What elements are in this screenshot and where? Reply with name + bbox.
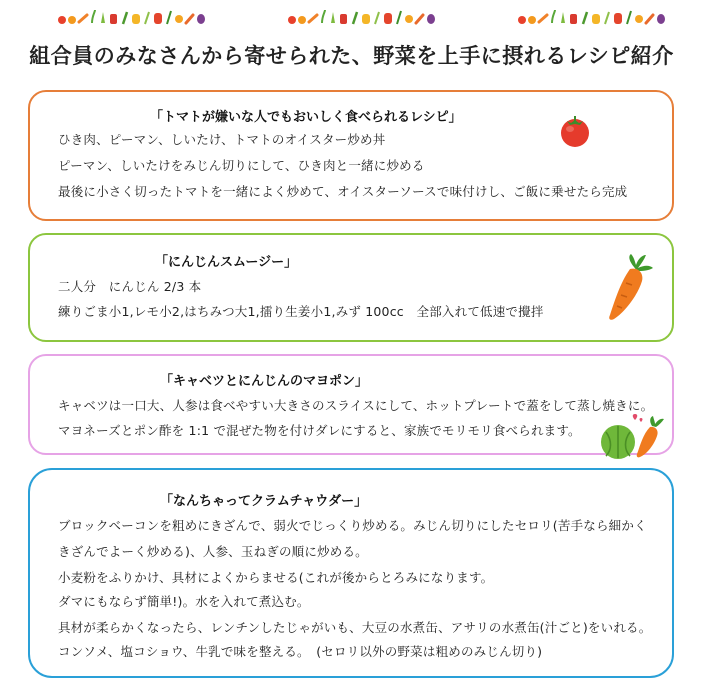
vegetable-strip-icon <box>57 6 207 28</box>
recipe-line: コンソメ、塩コショウ、牛乳で味を整える。 (セロリ以外の野菜は粗めのみじん切り) <box>58 644 543 659</box>
recipe-title: 「なんちゃってクラムチャウダー」 <box>160 494 368 509</box>
recipe-title: 「トマトが嫌いな人でもおいしく食べられるレシピ」 <box>150 110 462 125</box>
page-title: 組合員のみなさんから寄せられた、野菜を上手に摂れるレシピ紹介 <box>29 44 674 68</box>
vegetable-strip-icon <box>517 6 667 28</box>
recipe-line: マヨネーズとポン酢を 1:1 で混ぜた物を付けダレにすると、家族でモリモリ食べられます。 <box>58 423 581 438</box>
carrot-icon <box>604 253 656 323</box>
recipe-line: ダマにもならず簡単!)。水を入れて煮込む。 <box>58 594 310 609</box>
recipe-line: キャベツは一口大、人参は食べやすい大きさのスライスにして、ホットプレートで蓋をして蒸し焼きに。 <box>58 398 654 413</box>
recipe-line: 具材が柔らかくなったら、レンチンしたじゃがいも、大豆の水煮缶、アサリの水煮缶(汁ごと)をいれる。 <box>58 620 652 635</box>
recipe-title: 「キャベツとにんじんのマヨポン」 <box>160 374 369 389</box>
recipe-card-carrot-smoothie <box>28 233 674 342</box>
recipe-line: きざんでよーく炒める)、人参、玉ねぎの順に炒める。 <box>58 544 368 559</box>
recipe-card-cabbage-mayopon <box>28 354 674 455</box>
cabbage-carrot-icon <box>592 412 668 460</box>
recipe-line: 最後に小さく切ったトマトを一緒によく炒めて、オイスターソースで味付けし、ご飯に乗せたら完成 <box>58 184 628 199</box>
recipe-line: 二人分 にんじん 2/3 本 <box>58 279 202 294</box>
recipe-line: ピーマン、しいたけをみじん切りにして、ひき肉と一緒に炒める <box>58 158 425 173</box>
recipe-title: 「にんじんスムージー」 <box>155 255 298 270</box>
recipe-line: 小麦粉をふりかけ、具材によくからませる(これが後からとろみになります。 <box>58 570 494 585</box>
tomato-icon <box>558 114 592 148</box>
recipe-card-clam-chowder <box>28 468 674 678</box>
vegetable-strip-icon <box>287 6 437 28</box>
recipe-line: ブロックベーコンを粗めにきざんで、弱火でじっくり炒める。みじん切りにしたセロリ(苦手なら細かく <box>58 518 647 533</box>
recipe-line: 練りごま小1,レモ小2,はちみつ大1,擂り生姜小1,みず 100cc 全部入れて低速で攪拌 <box>58 304 544 319</box>
recipe-card-tomato <box>28 90 674 221</box>
recipe-line: ひき肉、ピーマン、しいたけ、トマトのオイスター炒め丼 <box>58 132 386 147</box>
